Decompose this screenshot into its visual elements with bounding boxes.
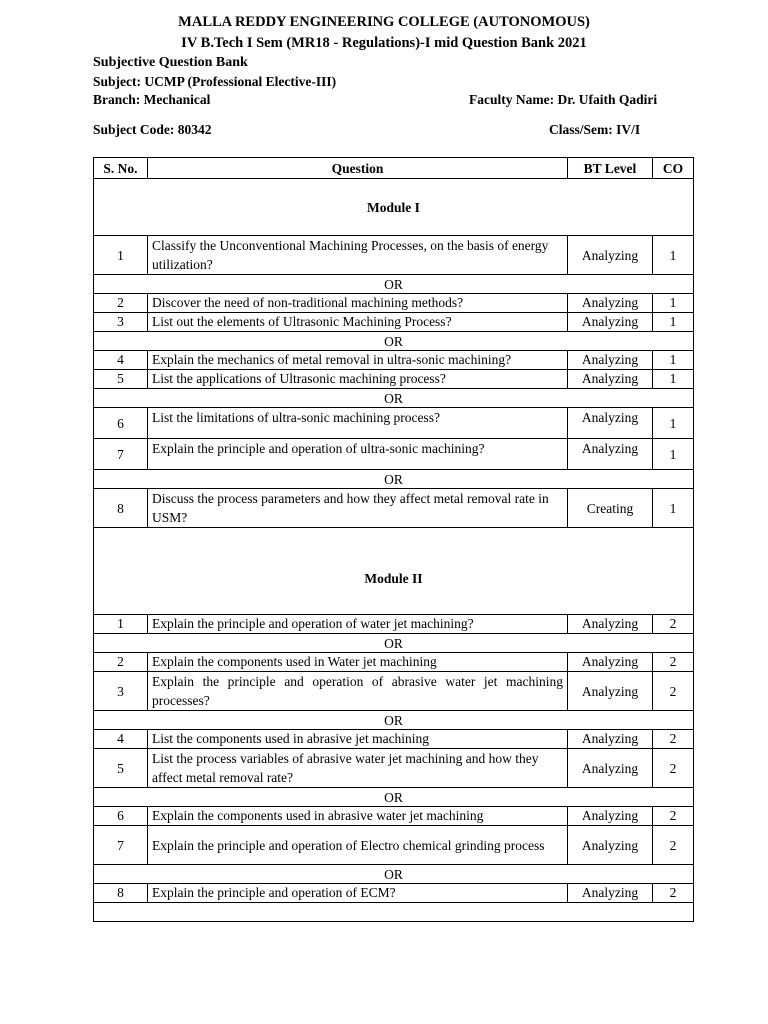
row-bt-level: Analyzing [568, 672, 653, 711]
table-row [94, 236, 694, 275]
row-question: Discuss the process parameters and how they affect metal removal rate in USM? [148, 489, 568, 528]
empty-row [94, 903, 694, 922]
or-separator: OR [94, 389, 694, 408]
table-row [94, 653, 694, 672]
or-separator: OR [94, 332, 694, 351]
row-bt-level: Analyzing [568, 370, 653, 389]
row-question: List out the elements of Ultrasonic Machining Process? [148, 313, 568, 332]
table-row [94, 672, 694, 711]
row-co: 1 [653, 294, 694, 313]
row-co: 2 [653, 826, 694, 865]
row-bt-level: Analyzing [568, 408, 653, 439]
row-bt-level: Analyzing [568, 615, 653, 634]
row-question: Classify the Unconventional Machining Processes, on the basis of energy utilization? [148, 236, 568, 275]
module-title: Module II [94, 528, 694, 615]
row-co: 2 [653, 749, 694, 788]
empty-cell [94, 903, 694, 922]
row-sno: 6 [94, 408, 148, 439]
row-sno: 1 [94, 615, 148, 634]
row-co: 2 [653, 730, 694, 749]
row-co: 2 [653, 615, 694, 634]
subject-code: Subject Code: 80342 [93, 122, 212, 137]
row-co: 1 [653, 236, 694, 275]
or-row [94, 470, 694, 489]
or-row [94, 389, 694, 408]
table-row [94, 807, 694, 826]
row-bt-level: Analyzing [568, 826, 653, 865]
row-question: Explain the principle and operation of water jet machining? [148, 615, 568, 634]
row-question: Explain the principle and operation of ultra-sonic machining? [148, 439, 568, 470]
or-row [94, 275, 694, 294]
row-bt-level: Analyzing [568, 236, 653, 275]
row-co: 2 [653, 884, 694, 903]
table-row [94, 351, 694, 370]
row-sno: 5 [94, 749, 148, 788]
row-question: Explain the principle and operation of abrasive water jet machining processes? [148, 672, 568, 711]
row-sno: 7 [94, 439, 148, 470]
table-row [94, 408, 694, 439]
table-row [94, 370, 694, 389]
module-heading-row [94, 179, 694, 236]
branch: Branch: Mechanical [93, 92, 211, 107]
row-co: 1 [653, 408, 694, 439]
row-co: 1 [653, 313, 694, 332]
row-bt-level: Analyzing [568, 749, 653, 788]
or-row [94, 865, 694, 884]
row-question: List the components used in abrasive jet machining [148, 730, 568, 749]
or-row [94, 634, 694, 653]
table-header-row [94, 158, 694, 179]
row-question: Discover the need of non-traditional machining methods? [148, 294, 568, 313]
row-sno: 1 [94, 236, 148, 275]
row-bt-level: Analyzing [568, 653, 653, 672]
row-sno: 7 [94, 826, 148, 865]
or-separator: OR [94, 865, 694, 884]
table-row [94, 439, 694, 470]
table-row [94, 615, 694, 634]
row-bt-level: Analyzing [568, 884, 653, 903]
table-row [94, 313, 694, 332]
bank-type: Subjective Question Bank [93, 55, 248, 70]
or-separator: OR [94, 275, 694, 294]
or-row [94, 788, 694, 807]
module-title: Module I [94, 179, 694, 236]
row-co: 2 [653, 672, 694, 711]
table-row [94, 826, 694, 865]
row-bt-level: Creating [568, 489, 653, 528]
table-row [94, 489, 694, 528]
or-row [94, 332, 694, 351]
row-question: Explain the principle and operation of Electro chemical grinding process [148, 826, 568, 865]
row-bt-level: Analyzing [568, 439, 653, 470]
row-co: 1 [653, 489, 694, 528]
table-row [94, 749, 694, 788]
row-co: 2 [653, 807, 694, 826]
or-row [94, 711, 694, 730]
row-sno: 4 [94, 351, 148, 370]
col-header-bt-level: BT Level [568, 158, 653, 179]
subject: Subject: UCMP (Professional Elective-III) [93, 74, 337, 89]
row-bt-level: Analyzing [568, 313, 653, 332]
row-sno: 8 [94, 884, 148, 903]
row-question: Explain the components used in Water jet machining [148, 653, 568, 672]
class-sem: Class/Sem: IV/I [549, 122, 641, 137]
col-header-question: Question [148, 158, 568, 179]
row-question: List the process variables of abrasive water jet machining and how they affect metal removal rate? [148, 749, 568, 788]
row-sno: 3 [94, 313, 148, 332]
row-bt-level: Analyzing [568, 351, 653, 370]
or-separator: OR [94, 470, 694, 489]
question-table [93, 157, 694, 922]
row-question: List the limitations of ultra-sonic machining process? [148, 408, 568, 439]
college-title: MALLA REDDY ENGINEERING COLLEGE (AUTONOMOUS) [178, 14, 590, 30]
row-bt-level: Analyzing [568, 807, 653, 826]
row-sno: 2 [94, 294, 148, 313]
row-bt-level: Analyzing [568, 730, 653, 749]
row-sno: 6 [94, 807, 148, 826]
col-header-co: CO [653, 158, 694, 179]
exam-title: IV B.Tech I Sem (MR18 - Regulations)-I mid Question Bank 2021 [181, 35, 587, 51]
row-question: Explain the principle and operation of ECM? [148, 884, 568, 903]
faculty-name: Faculty Name: Dr. Ufaith Qadiri [469, 92, 658, 107]
row-co: 1 [653, 370, 694, 389]
row-question: Explain the components used in abrasive water jet machining [148, 807, 568, 826]
row-co: 2 [653, 653, 694, 672]
row-co: 1 [653, 439, 694, 470]
or-separator: OR [94, 634, 694, 653]
row-question: List the applications of Ultrasonic machining process? [148, 370, 568, 389]
table-row [94, 884, 694, 903]
or-separator: OR [94, 711, 694, 730]
row-sno: 4 [94, 730, 148, 749]
or-separator: OR [94, 788, 694, 807]
col-header-sno: S. No. [94, 158, 148, 179]
row-sno: 5 [94, 370, 148, 389]
module-heading-row [94, 528, 694, 615]
row-sno: 3 [94, 672, 148, 711]
row-sno: 8 [94, 489, 148, 528]
row-bt-level: Analyzing [568, 294, 653, 313]
table-row [94, 294, 694, 313]
row-co: 1 [653, 351, 694, 370]
row-question: Explain the mechanics of metal removal in ultra-sonic machining? [148, 351, 568, 370]
table-row [94, 730, 694, 749]
row-sno: 2 [94, 653, 148, 672]
